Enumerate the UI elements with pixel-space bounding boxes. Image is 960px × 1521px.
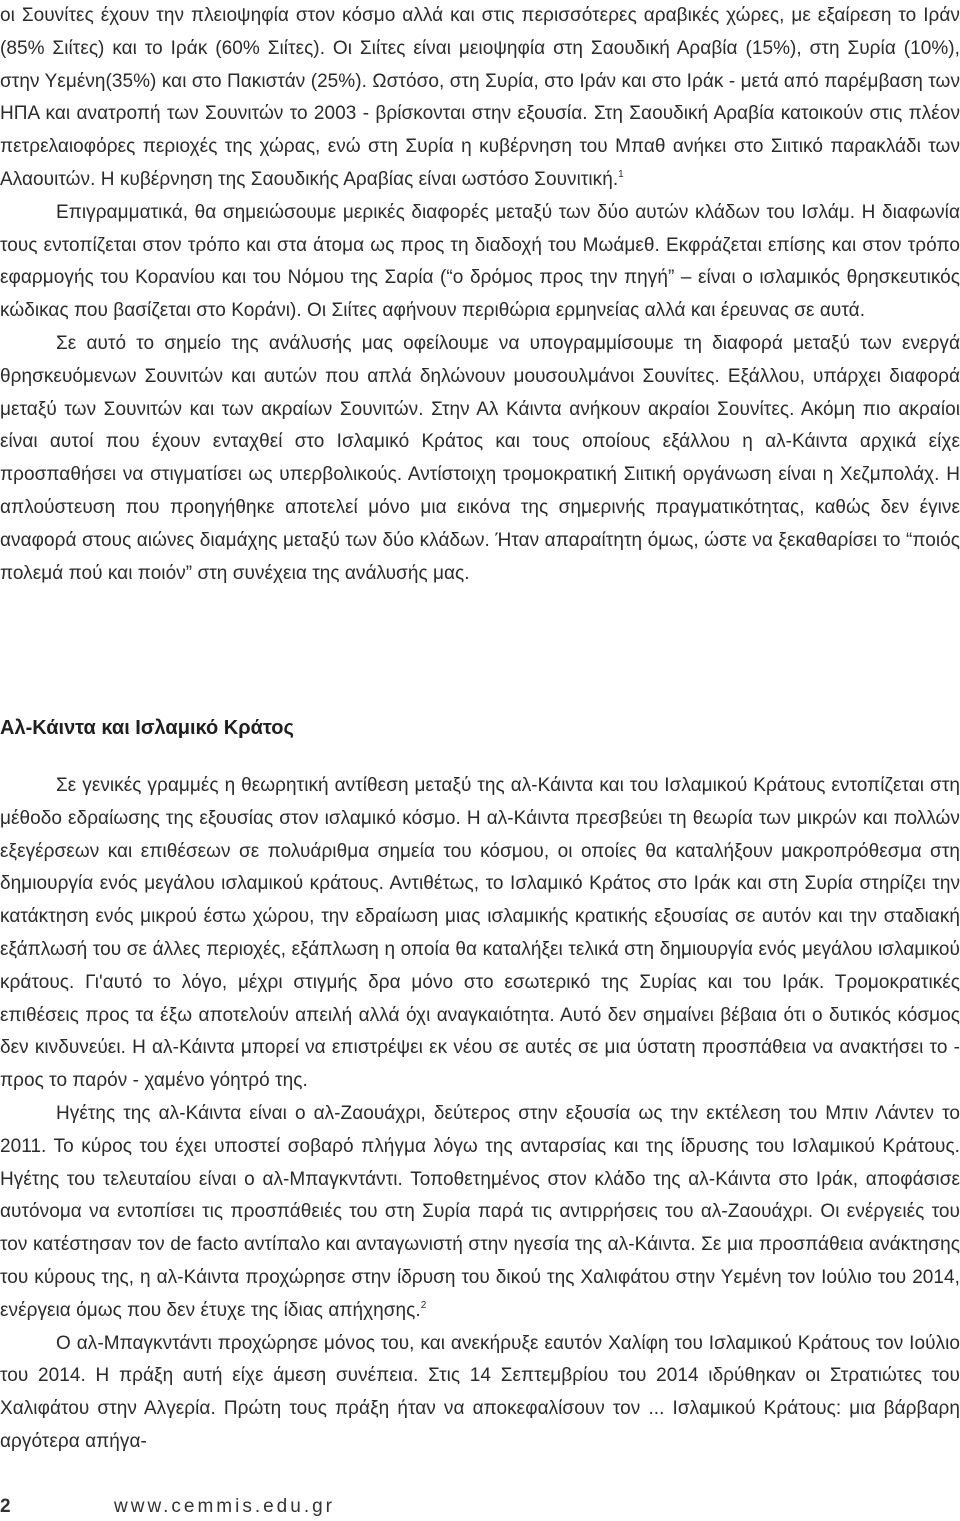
footnote-marker[interactable]: 2 (420, 1299, 427, 1311)
website-link[interactable]: www.cemmis.edu.gr (114, 1496, 335, 1517)
footnote-marker[interactable]: 1 (618, 168, 624, 180)
paragraph-text: Ηγέτης της αλ-Κάιντα είναι ο αλ-Ζαουάχρι, δεύτερος στην εξουσία ως την εκτέλεση του Μπιν Λάντεν το 2011. Το κύρος του έχει υποστεί σοβαρό πλήγμα λόγω της ανταρσίας και της ίδρυσης του Ισλαμικού Κράτους. Ηγέτης του τελευταίου είναι ο αλ-Μπαγκντάντι. Τοποθετημένος στον κλάδο της αλ-Κάιντα στο Ιράκ, αποφάσισε αυτόνομα να εντοπίσει τις προσπάθειές του στη Συρία παρά τις αντιρρήσεις του αλ-Ζαουάχρι. Οι ενέργειές του τον κατέστησαν τον de facto αντίπαλο και ανταγωνιστή στην ηγεσία της αλ-Κάιντα. Σε μια προσπάθεια ανάκτησης του κύρους της, η αλ-Κάιντα προχώρησε στην ίδρυση του δικού της Χαλιφάτου στην Υεμένη τον Ιούλιο του 2014, ενέργεια όμως που δεν έτυχε της ίδιας απήχησης. (0, 1102, 960, 1321)
section-heading: Αλ-Κάιντα και Ισλαμικό Κράτος (0, 717, 294, 739)
paragraph: Επιγραμματικά, θα σημειώσουμε μερικές διαφορές μεταξύ των δύο αυτών κλάδων του Ισλάμ. Η διαφωνία τους εντοπίζεται στον τρόπο και στα άτομα ως προς τη διαδοχή του Μωάμεθ. Εκφράζεται επίσης και στον τρόπο εφαρμογής του Κορανίου και του Νόμου της Σαρία (“ο δρόμος προς την πηγή” – είναι ο ισλαμικός θρησκευτικός κώδικας που βασίζεται στο Κοράνι). Οι Σιίτες αφήνουν περιθώρια ερμηνείας αλλά και έρευνας σε αυτά. (0, 201, 960, 322)
paragraph (0, 0, 960, 197)
page-number: 2 (0, 1496, 11, 1517)
paragraph: Ο αλ-Μπαγκντάντι προχώρησε μόνος του, και ανεκήρυξε εαυτόν Χαλίφη του Ισλαμικού Κράτους τον Ιούλιο του 2014. Η πράξη αυτή είχε άμεση συνέπεια. Στις 14 Σεπτεμβρίου του 2014 ιδρύθηκαν οι Στρατιώτες του Χαλιφάτου στην Αλγερία. Πρώτη τους πράξη ήταν να αποκεφαλίσουν τον ... Ισλαμικού Κράτους: μια βάρβαρη αργότερα απήγα- (0, 1332, 960, 1452)
paragraph-text: οι Σουνίτες έχουν την πλειοψηφία στον κόσμο αλλά και στις περισσότερες αραβικές χώρες, με εξαίρεση το Ιράν (85% Σιίτες) και το Ιράκ (60% Σιίτες). Οι Σιίτες είναι μειοψηφία στη Σαουδική Αραβία (15%), στη Συρία (10%), στην Υεμένη(35%) και στο Πακιστάν (25%). Ωστόσο, στη Συρία, στο Ιράν και στο Ιράκ - μετά από παρέμβαση των ΗΠΑ και ανατροπή των Σουνιτών το 2003 - βρίσκονται στην εξουσία. Στη Σαουδική Αραβία κατοικούν στις πλέον πετρελαιοφόρες περιοχές της χώρας, ενώ στη Συρία η κυβέρνηση του Μπαθ ανήκει στο Σιιτικό παρακλάδι των Αλαουιτών. Η κυβέρνηση της Σαουδικής Αραβίας είναι ωστόσο Σουνιτική. (0, 5, 960, 190)
page-footer (0, 1494, 400, 1520)
paragraph: Σε γενικές γραμμές η θεωρητική αντίθεση μεταξύ της αλ-Κάιντα και του Ισλαμικού Κράτους εντοπίζεται στη μέθοδο εδραίωσης της εξουσίας στον ισλαμικό κόσμο. Η αλ-Κάιντα πρεσβεύει τη θεωρία των μικρών και πολλών εξεγέρσεων και επιθέσεων σε πολυάριθμα σημεία του κόσμου, οι οποίες θα καταλήξουν μακροπρόθεσμα στη δημιουργία ενός μεγάλου ισλαμικού κράτους. Αντιθέτως, το Ισλαμικό Κράτος στο Ιράκ και στη Συρία στηρίζει την κατάκτηση ενός μικρού έστω χώρου, την εδραίωση μιας ισλαμικής κρατικής εξουσίας σε αυτόν και την σταδιακή εξάπλωσή του σε άλλες περιοχές, εξάπλωση η οποία θα καταλήξει τελικά στη δημιουργία ενός μεγάλου ισλαμικού κράτους. Γι'αυτό το λόγο, μέχρι στιγμής δρα μόνο στο εσωτερικό της Συρίας και του Ιράκ. Τρομοκρατικές επιθέσεις προς τα έξω αποτελούν απειλή αλλά όχι αναγκαιότητα. Αυτό δεν σημαίνει βέβαια ότι ο δυτικός κόσμος δεν κινδυνεύει. Η αλ-Κάιντα μπορεί να επιστρέψει εκ νέου σε αυτές σε μια ύστατη προσπάθεια να ανακτήσει το - προς το παρόν - χαμένο γόητρό της. (0, 775, 960, 1092)
article-section-alqaeda-isis (0, 770, 960, 1459)
paragraph: Σε αυτό το σημείο της ανάλυσής μας οφείλουμε να υπογραμμίσουμε τη διαφορά μεταξύ των ενεργά θρησκευόμενων Σουνιτών και αυτών που απλά δηλώνουν μουσουλμάνοι Σουνίτες. Εξάλλου, υπάρχει διαφορά μεταξύ των Σουνιτών και των ακραίων Σουνιτών. Στην Αλ Κάιντα ανήκουν ακραίοι Σουνίτες. Ακόμη πιο ακραίοι είναι αυτοί που έχουν ενταχθεί στο Ισλαμικό Κράτος και τους οποίους εξάλλου η αλ-Κάιντα αρχικά είχε προσπαθήσει να στιγματίσει ως υπερβολικούς. Αντίστοιχη τρομοκρατική Σιιτική οργάνωση είναι η Χεζμπολάχ. Η απλούστευση που προηγήθηκε αποτελεί μόνο μια εικόνα της σημερινής πραγματικότητας, καθώς δεν έγινε αναφορά στους αιώνες διαμάχης μεταξύ των δύο κλάδων. Ήταν απαραίτητη όμως, ώστε να ξεκαθαρίσει το “ποιός πολεμά πού και ποιόν” στη συνέχεια της ανάλυσής μας. (0, 332, 960, 584)
paragraph (0, 1098, 960, 1328)
article-section-intro (0, 0, 960, 590)
